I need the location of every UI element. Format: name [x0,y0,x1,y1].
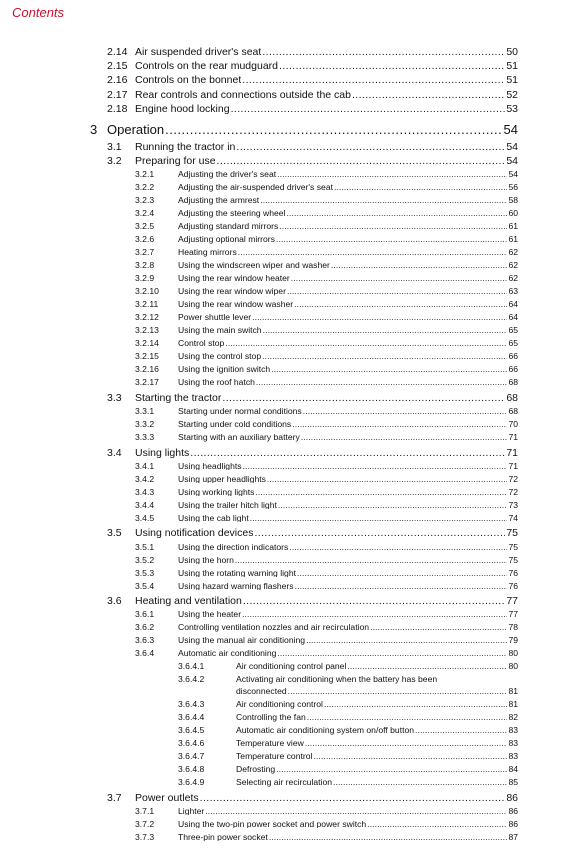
toc-entry-page: 58 [508,195,518,206]
toc-entry-page: 72 [508,473,518,484]
toc-entry-page: 77 [506,595,518,607]
toc-entry-page: 71 [506,446,518,459]
toc-entry-page: 54 [506,141,518,153]
toc-entry-page: 62 [508,260,518,271]
toc-entry-title: Using the windscreen wiper and washer [178,261,330,270]
toc-entry-page: 85 [508,777,518,788]
toc-entry[interactable] [135,338,518,349]
toc-entry-page: 87 [508,831,518,842]
toc-entry-page: 66 [508,351,518,362]
toc-entry[interactable] [135,460,518,471]
toc-entry-page: 77 [508,609,518,620]
toc-entry-number: 3.6.4.8 [178,764,205,775]
toc-entry-number: 3.3 [107,391,122,404]
dot-leader [289,543,507,552]
toc-entry-title: Using the rotating warning light [178,568,296,578]
toc-entry[interactable] [178,764,518,775]
dot-leader [287,287,507,296]
dot-leader [217,156,506,167]
toc-entry-page: 62 [508,247,518,258]
toc-entry-number: 3.5.3 [135,567,155,578]
toc-entry[interactable] [107,141,518,153]
toc-entry-number: 3.6.4.3 [178,699,205,710]
dot-leader [278,501,508,510]
toc-entry-page: 83 [508,725,518,736]
toc-entry[interactable] [107,102,518,115]
toc-entry-title: Engine hood locking [135,103,230,115]
dot-leader [242,75,505,86]
toc-entry-number: 3.6.3 [135,635,155,646]
toc-entry-title: Using the ignition switch [178,365,271,374]
toc-entry-title: Starting under normal conditions [178,407,302,416]
toc-entry-title: Using working lights [178,487,255,497]
toc-entry-title: Preparing for use [135,156,216,167]
toc-entry-page: 64 [508,312,518,323]
toc-entry-title: Adjusting the armrest [178,196,260,205]
toc-entry-title: Using the horn [178,555,234,565]
toc-entry-number: 3.6.4.7 [178,751,205,762]
dot-leader [238,248,508,257]
toc-entry-title: Temperature control [236,752,313,761]
toc-entry-number: 3.4.5 [135,512,155,523]
dot-leader [306,636,507,645]
toc-entry-title-continued: disconnected [236,687,287,696]
toc-entry[interactable] [135,432,518,443]
toc-entry-page: 83 [508,738,518,749]
toc-entry-page: 76 [508,567,518,578]
toc-entry-page: 68 [508,406,518,417]
toc-entry-number: 3.2.3 [135,195,155,206]
toc-entry-title: Using the two-pin power socket and power switch [178,819,367,829]
toc-entry-page: 86 [508,805,518,816]
toc-entry-page: 86 [506,791,518,804]
toc-entry-title: Using upper headlights [178,474,266,484]
toc-entry[interactable] [135,351,518,362]
toc-entry[interactable] [135,622,518,633]
toc-entry-page: 68 [506,391,518,404]
dot-leader [313,752,507,761]
toc-entry[interactable] [135,364,518,375]
toc-entry-page: 84 [508,764,518,775]
toc-entry-title: Using the manual air conditioning [178,636,306,645]
toc-entry[interactable] [135,818,518,829]
toc-entry-page: 72 [508,486,518,497]
dot-leader [307,713,508,722]
toc-entry-title: Adjusting the air-suspended driver's seat [178,183,333,192]
toc-entry-number: 3.2.1 [135,169,155,180]
toc-entry[interactable] [178,674,518,699]
toc-entry-number: 2.17 [107,88,128,101]
toc-entry-number: 3.7.2 [135,818,155,829]
dot-leader [235,556,508,565]
toc-entry-page: 62 [508,273,518,284]
toc-entry-number: 3.6.4.6 [178,738,205,749]
dot-leader [260,196,507,205]
toc-entry-title: Starting under cold conditions [178,420,292,429]
toc-entry-title: Controls on the bonnet [135,75,242,86]
dot-leader [225,339,507,348]
dot-leader [352,90,505,101]
toc-entry-title: Controls on the rear mudguard [135,61,278,72]
toc-entry[interactable] [135,273,518,284]
toc-entry-page: 56 [508,182,518,193]
toc-entry-title: Adjusting standard mirrors [178,222,279,231]
toc-entry-number: 2.16 [107,74,128,87]
toc-entry-page: 61 [508,234,518,245]
dot-leader [301,433,508,442]
toc-entry-title: Adjusting the steering wheel [178,209,286,218]
toc-entry-number: 3.5.2 [135,554,155,565]
toc-entry-number: 2.15 [107,60,128,73]
toc-entry[interactable] [107,791,518,804]
toc-entry-page: 51 [506,60,518,73]
toc-entry-number: 3.6.4.4 [178,712,205,723]
toc-entry-title: Running the tractor in [135,142,236,153]
dot-leader [262,352,507,361]
toc-entry-title: Using the roof hatch [178,378,255,387]
toc-entry-title: Using headlights [178,461,242,471]
toc-entry-page: 52 [506,88,518,101]
toc-entry-number: 3.7.1 [135,805,155,816]
toc-entry[interactable] [135,169,518,180]
dot-leader [243,596,505,607]
toc-entry-page: 70 [508,419,518,430]
toc-entry-number: 3.3.1 [135,406,155,417]
toc-entry-title: Using notification devices [135,528,254,539]
toc-entry[interactable] [135,554,518,565]
toc-entry-number: 3.2.11 [135,299,159,310]
dot-leader [295,582,508,591]
toc-entry-number: 3.6 [107,595,122,607]
dot-leader [367,820,507,829]
toc-entry-title: Controlling ventilation nozzles and air recirculation [178,623,370,632]
toc-entry[interactable] [135,580,518,591]
dot-leader [231,104,506,115]
toc-entry-number: 3.7 [107,791,122,804]
toc-entry-number: 3.2.14 [135,338,159,349]
toc-entry[interactable] [107,74,518,87]
dot-leader [250,514,508,523]
toc-entry-page: 54 [508,169,518,180]
toc-entry[interactable] [135,208,518,219]
toc-entry-page: 61 [508,221,518,232]
toc-entry-number: 3.4.2 [135,473,155,484]
toc-entry-number: 2.14 [107,46,128,58]
dot-leader [205,807,507,816]
toc-entry-number: 3.4.3 [135,486,155,497]
toc-entry[interactable] [135,473,518,484]
toc-entry-number: 3.2.12 [135,312,159,323]
toc-entry-title: Power shuttle lever [178,313,252,322]
dot-leader [305,739,508,748]
toc-entry-title: Air suspended driver's seat [135,47,262,58]
toc-entry-number: 3.4.4 [135,499,155,510]
dot-leader [252,313,507,322]
toc-entry-title: Operation [107,123,165,136]
dot-leader [222,393,505,404]
toc-entry-page: 71 [508,432,518,443]
dot-leader [292,420,507,429]
toc-entry-page: 75 [508,541,518,552]
toc-entry-number: 3.5.1 [135,541,155,552]
toc-entry-number: 3.2.15 [135,351,159,362]
toc-entry[interactable] [135,635,518,646]
toc-entry-title: Lighter [178,806,205,816]
toc-entry[interactable] [107,155,518,168]
toc-entry[interactable] [135,299,518,310]
toc-entry[interactable] [178,725,518,736]
toc-entry[interactable] [107,391,518,404]
dot-leader [269,833,508,842]
toc-entry[interactable] [107,88,518,101]
toc-entry-title: Starting with an auxiliary battery [178,433,300,442]
toc-entry-title: Using the main switch [178,326,262,335]
toc-entry-title: Using the rear window wiper [178,287,286,296]
dot-leader [291,274,508,283]
toc-entry-number: 3.6.4.5 [178,725,205,736]
toc-entry-title: Using lights [135,447,190,459]
toc-entry-number: 3.5.4 [135,580,155,591]
toc-entry-page: 50 [506,46,518,58]
toc-entry[interactable] [135,831,518,842]
toc-entry-number: 3.2.10 [135,286,159,297]
toc-entry[interactable] [107,595,518,607]
toc-entry-number: 3.6.2 [135,622,155,633]
toc-entry-page: 53 [506,102,518,115]
dot-leader [263,326,508,335]
toc-entry-number: 3.3.2 [135,419,155,430]
toc-entry-number: 3.6.4 [135,648,155,659]
toc-entry-title: Using the heater [178,610,242,619]
toc-entry[interactable] [178,738,518,749]
dot-leader [276,765,507,774]
toc-entry[interactable] [135,486,518,497]
toc-entry-number: 3.2.9 [135,273,155,284]
toc-entry-title: Adjusting optional mirrors [178,235,275,244]
toc-entry[interactable] [178,712,518,723]
dot-leader [288,687,508,696]
dot-leader [277,170,507,179]
toc-entry-page: 75 [506,527,518,540]
toc-entry-number: 3.6.4.9 [178,777,205,788]
toc-entry-title: Defrosting [236,765,276,774]
toc-entry-title: Power outlets [135,792,199,804]
toc-entry-title: Heating and ventilation [135,596,242,607]
dot-leader [242,610,507,619]
toc-entry[interactable] [135,609,518,620]
toc-entry-number: 3.2.6 [135,234,155,245]
toc-entry-page: 81 [508,686,518,697]
toc-entry[interactable] [90,122,518,137]
dot-leader [347,662,507,671]
toc-entry-page: 54 [503,122,518,137]
toc-entry-number: 3.6.4.1 [178,661,205,672]
toc-entry-page: 71 [508,460,518,471]
toc-entry[interactable] [135,325,518,336]
toc-entry[interactable] [135,567,518,578]
toc-entry-page: 54 [506,155,518,168]
toc-entry-page: 68 [508,377,518,388]
toc-entry-page: 86 [508,818,518,829]
dot-leader [267,475,508,484]
toc-entry[interactable] [178,661,518,672]
toc-entry[interactable] [135,182,518,193]
toc-entry-page: 66 [508,364,518,375]
toc-entry-page: 60 [508,208,518,219]
toc-entry-number: 3.6.4.2 [178,674,205,685]
toc-entry-page: 51 [506,74,518,87]
toc-entry-title: Air conditioning control [236,700,323,709]
dot-leader [190,448,505,459]
toc-entry-number: 3.4 [107,446,122,459]
toc-entry-page: 81 [508,699,518,710]
toc-entry[interactable] [135,805,518,816]
toc-entry-page: 83 [508,751,518,762]
toc-entry[interactable] [135,195,518,206]
toc-entry[interactable] [135,419,518,430]
toc-entry[interactable] [135,648,518,659]
dot-leader [415,726,507,735]
toc-entry-title: Using the trailer hitch light [178,500,277,510]
dot-leader [331,261,508,270]
toc-entry-number: 3.2.16 [135,364,159,375]
toc-entry-title: Using hazard warning flashers [178,581,294,591]
toc-entry-page: 63 [508,286,518,297]
toc-entry-title: Using the direction indicators [178,542,289,552]
toc-entry-page: 75 [508,554,518,565]
toc-entry[interactable] [178,751,518,762]
dot-leader [243,462,508,471]
toc-entry-number: 3.7.3 [135,831,155,842]
dot-leader [324,700,507,709]
toc-entry-number: 3.1 [107,141,122,153]
toc-entry-page: 64 [508,299,518,310]
toc-entry[interactable] [135,541,518,552]
toc-entry-number: 3 [90,122,98,137]
toc-entry-title: Temperature view [236,739,304,748]
contents-header: Contents [12,5,65,20]
toc-entry[interactable] [178,777,518,788]
toc-entry-title: Three-pin power socket [178,832,268,842]
toc-entry-number: 3.4.1 [135,460,155,471]
toc-entry[interactable] [135,247,518,258]
toc-entry-page: 65 [508,325,518,336]
dot-leader [276,235,507,244]
dot-leader [279,222,507,231]
toc-entry-page: 78 [508,622,518,633]
toc-entry[interactable] [135,312,518,323]
toc-entry-number: 3.2.2 [135,182,155,193]
toc-entry-number: 3.2.7 [135,247,155,258]
toc-entry-title: Automatic air conditioning [178,649,277,658]
toc-entry-number: 3.2.5 [135,221,155,232]
toc-entry[interactable] [135,221,518,232]
dot-leader [165,123,502,136]
toc-entry-title: Automatic air conditioning system on/off button [236,726,415,735]
toc-entry[interactable] [107,60,518,73]
dot-leader [303,407,508,416]
toc-entry-number: 3.2.4 [135,208,155,219]
toc-entry-title: Controlling the fan [236,713,306,722]
dot-leader [277,649,507,658]
toc-entry-page: 65 [508,338,518,349]
toc-entry-number: 3.2.8 [135,260,155,271]
toc-entry-title: Adjusting the driver's seat [178,170,277,179]
toc-entry-number: 2.18 [107,102,128,115]
toc-entry-title: Using the rear window heater [178,274,290,283]
toc-entry-title: Using the cab light [178,513,249,523]
toc-entry[interactable] [135,260,518,271]
dot-leader [200,793,506,804]
toc-entry-title: Starting the tractor [135,392,222,404]
toc-entry-title: Using the rear window washer [178,300,294,309]
toc-entry[interactable] [135,234,518,245]
toc-entry-title: Heating mirrors [178,248,237,257]
toc-entry-page: 82 [508,712,518,723]
toc-entry[interactable] [135,286,518,297]
dot-leader [334,183,507,192]
toc-entry-title: Selecting air recirculation [236,778,333,787]
toc-entry-page: 74 [508,512,518,523]
toc-entry-page: 80 [508,648,518,659]
toc-entry-number: 3.6.1 [135,609,155,620]
toc-entry-number: 3.2.17 [135,377,159,388]
toc-entry-page: 76 [508,580,518,591]
dot-leader [287,209,508,218]
dot-leader [333,778,507,787]
toc-entry[interactable] [107,446,518,459]
dot-leader [294,300,507,309]
toc-entry-number: 3.5 [107,527,122,540]
toc-entry-title: Rear controls and connections outside the cab [135,89,351,101]
toc-entry[interactable] [135,512,518,523]
dot-leader [236,142,505,153]
toc-entry[interactable] [107,527,518,540]
toc-entry[interactable] [178,699,518,710]
toc-entry-title: Using the control stop [178,352,262,361]
dot-leader [297,569,507,578]
dot-leader [256,378,508,387]
toc-entry[interactable] [107,46,518,58]
toc-entry[interactable] [135,406,518,417]
dot-leader [255,488,507,497]
toc-entry-page: 79 [508,635,518,646]
toc-entry[interactable] [135,377,518,388]
toc-entry-title: Activating air conditioning when the battery has been [236,675,438,684]
dot-leader [262,47,505,58]
dot-leader [370,623,507,632]
toc-entry-number: 3.3.3 [135,432,155,443]
toc-entry[interactable] [135,499,518,510]
toc-entry-page: 73 [508,499,518,510]
dot-leader [254,528,505,539]
dot-leader [279,61,505,72]
toc-entry-number: 3.2.13 [135,325,159,336]
toc-entry-number: 3.2 [107,155,122,168]
toc-entry-title: Air conditioning control panel [236,662,347,671]
toc-entry-title: Control stop [178,339,225,348]
dot-leader [271,365,507,374]
toc-entry-page: 80 [508,661,518,672]
